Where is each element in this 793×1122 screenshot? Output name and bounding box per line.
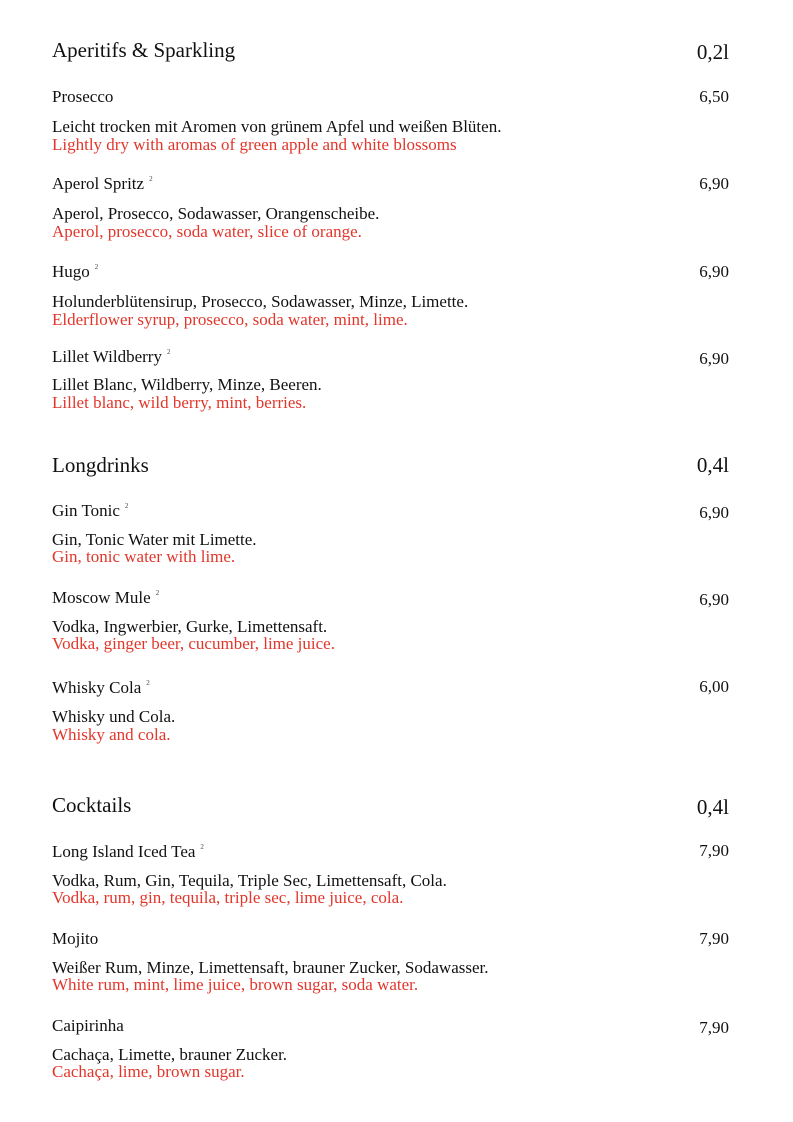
item-name-gin-tonic: [52, 501, 128, 521]
item-desc-en-long-island-iced-tea: Vodka, rum, gin, tequila, triple sec, lime juice, cola.: [52, 888, 404, 907]
footnote-marker: 2: [146, 679, 150, 687]
item-name-text: Gin Tonic: [52, 501, 120, 520]
item-desc-en-hugo: Elderflower syrup, prosecco, soda water, mint, lime.: [52, 310, 408, 329]
item-desc-de-gin-tonic: Gin, Tonic Water mit Limette.: [52, 530, 257, 549]
item-price-mojito: 7,90: [699, 929, 729, 948]
item-desc-en-prosecco: Lightly dry with aromas of green apple and white blossoms: [52, 135, 457, 154]
section-title-longdrinks: Longdrinks: [52, 453, 149, 477]
item-name-aperol-spritz: [52, 174, 153, 194]
item-name-text: Whisky Cola: [52, 678, 142, 697]
footnote-marker: 2: [149, 175, 153, 183]
section-size-longdrinks: 0,4l: [696, 453, 729, 477]
item-desc-en-moscow-mule: Vodka, ginger beer, cucumber, lime juice.: [52, 634, 335, 653]
item-price-caipirinha: 7,90: [699, 1018, 729, 1037]
item-desc-de-whisky-cola: Whisky und Cola.: [52, 707, 176, 726]
item-price-hugo: 6,90: [699, 262, 729, 281]
item-price-whisky-cola: 6,00: [699, 677, 729, 696]
footnote-marker: 2: [155, 589, 160, 597]
section-title-aperitifs: Aperitifs & Sparkling: [52, 38, 236, 62]
item-name-moscow-mule: [52, 588, 159, 608]
item-desc-de-mojito: Weißer Rum, Minze, Limettensaft, brauner Zucker, Sodawasser.: [52, 958, 489, 977]
item-name-caipirinha: [52, 1016, 124, 1036]
item-desc-de-lillet-wildberry: Lillet Blanc, Wildberry, Minze, Beeren.: [52, 375, 322, 394]
item-name-whisky-cola: [52, 678, 150, 698]
item-name-mojito: [52, 929, 98, 949]
section-size-aperitifs: 0,2l: [696, 40, 729, 64]
item-price-prosecco: 6,50: [699, 87, 729, 106]
item-desc-de-prosecco: Leicht trocken mit Aromen von grünem Apfel und weißen Blüten.: [52, 117, 502, 136]
item-name-text: Lillet Wildberry: [52, 347, 162, 366]
item-price-gin-tonic: 6,90: [699, 503, 729, 522]
item-desc-en-mojito: White rum, mint, lime juice, brown sugar, soda water.: [52, 975, 419, 994]
item-desc-de-aperol-spritz: Aperol, Prosecco, Sodawasser, Orangenscheibe.: [52, 204, 380, 223]
item-desc-de-caipirinha: Cachaça, Limette, brauner Zucker.: [52, 1045, 288, 1064]
footnote-marker: 2: [124, 502, 129, 510]
item-name-text: Caipirinha: [52, 1016, 124, 1035]
footnote-marker: 2: [94, 263, 99, 271]
item-name-text: Long Island Iced Tea: [52, 842, 196, 861]
item-desc-de-moscow-mule: Vodka, Ingwerbier, Gurke, Limettensaft.: [52, 617, 328, 636]
item-name-text: Aperol Spritz: [52, 174, 145, 193]
item-price-long-island-iced-tea: 7,90: [699, 841, 729, 860]
footnote-marker: 2: [200, 843, 204, 851]
item-name-prosecco: [52, 87, 113, 107]
footnote-marker: 2: [166, 348, 171, 356]
section-size-cocktails: 0,4l: [696, 795, 729, 819]
item-name-text: Hugo: [52, 262, 90, 281]
item-name-long-island-iced-tea: [52, 842, 204, 862]
item-desc-en-whisky-cola: Whisky and cola.: [52, 725, 171, 744]
item-price-moscow-mule: 6,90: [699, 590, 729, 609]
item-desc-de-long-island-iced-tea: Vodka, Rum, Gin, Tequila, Triple Sec, Limettensaft, Cola.: [52, 871, 447, 890]
item-name-lillet-wildberry: [52, 347, 170, 367]
item-desc-de-hugo: Holunderblütensirup, Prosecco, Sodawasser, Minze, Limette.: [52, 292, 469, 311]
item-name-text: Prosecco: [52, 87, 114, 106]
section-title-cocktails: Cocktails: [52, 793, 132, 817]
item-name-hugo: [52, 262, 98, 282]
item-desc-en-lillet-wildberry: Lillet blanc, wild berry, mint, berries.: [52, 393, 307, 412]
item-name-text: Mojito: [52, 929, 99, 948]
item-desc-en-gin-tonic: Gin, tonic water with lime.: [52, 547, 236, 566]
item-name-text: Moscow Mule: [52, 588, 151, 607]
item-desc-en-caipirinha: Cachaça, lime, brown sugar.: [52, 1062, 245, 1081]
item-price-lillet-wildberry: 6,90: [699, 349, 729, 368]
item-price-aperol-spritz: 6,90: [699, 174, 729, 193]
item-desc-en-aperol-spritz: Aperol, prosecco, soda water, slice of orange.: [52, 222, 362, 241]
